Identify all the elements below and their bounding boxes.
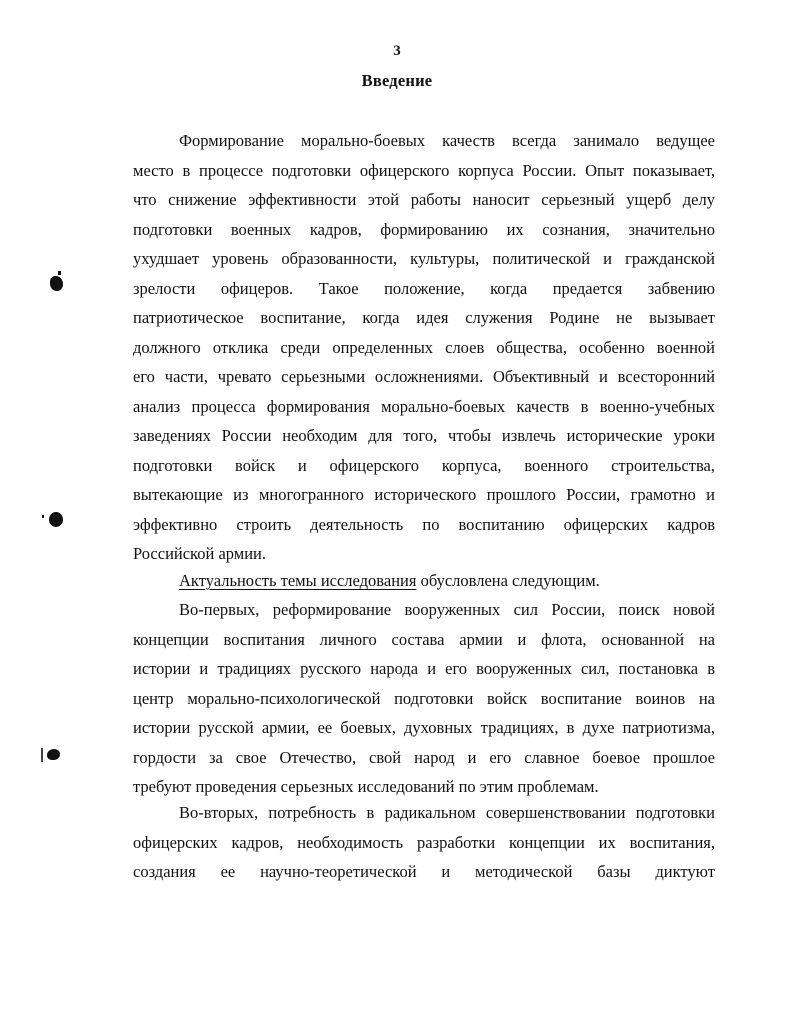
text-line: гордости за свое Отечество, свой народ и его славное боевое прошлое (133, 747, 715, 767)
section-heading: Введение (361, 71, 433, 90)
scan-speck (41, 748, 43, 762)
text-line: центр морально-психологической подготовки войск воспитание воинов на (133, 688, 715, 708)
text-line: место в процессе подготовки офицерского корпуса России. Опыт показывает, (133, 160, 715, 180)
text-line: должного отклика среди определенных слоев общества, особенно военной (133, 337, 715, 357)
paragraph-3 (133, 595, 715, 802)
scan-speck (58, 271, 61, 275)
relevance-rest: обусловлена следующим. (416, 571, 600, 590)
text-line: создания ее научно-теоретической и методической базы диктуют (133, 862, 715, 881)
scan-mark-top (50, 276, 63, 291)
text-line: подготовки войск и офицерского корпуса, военного строительства, (133, 455, 715, 475)
paragraph-1 (133, 126, 715, 569)
text-line: Формирование морально-боевых качеств всегда занимало ведущее (179, 131, 715, 150)
text-line: заведениях России необходим для того, чтобы извлечь исторические уроки (133, 426, 715, 445)
text-line: истории и традициях русского народа и его вооруженных сил, постановка в (133, 659, 715, 678)
text-line: что снижение эффективности этой работы наносит серьезный ущерб делу (133, 190, 715, 209)
text-line: патриотическое воспитание, когда идея служения Родине не вызывает (133, 308, 715, 327)
paragraph-4 (133, 798, 715, 887)
scan-mark-middle (49, 512, 63, 527)
text-line (133, 566, 715, 596)
text-line: подготовки военных кадров, формированию их сознания, значительно (133, 219, 715, 239)
text-line: Российской армии. (133, 544, 266, 563)
text-line: зрелости офицеров. Такое положение, когда предается забвению (133, 278, 715, 298)
text-line: концепции воспитания личного состава армии и флота, основанной на (133, 629, 715, 649)
text-line: ухудшает уровень образованности, культуры, политической и гражданской (133, 249, 715, 268)
page-number: 3 (393, 43, 401, 59)
scan-speck (42, 515, 44, 518)
relevance-term: Актуальность темы исследования (179, 571, 417, 590)
text-line: вытекающие из многогранного исторического прошлого России, грамотно и (133, 485, 715, 504)
text-line: офицерских кадров, необходимость разработки концепции их воспитания, (133, 832, 715, 852)
text-line: анализ процесса формирования морально-боевых качеств в военно-учебных (133, 396, 715, 416)
text-line: эффективно строить деятельность по воспитанию офицерских кадров (133, 514, 715, 534)
text-line: его части, чревато серьезными осложнениями. Объективный и всесторонний (133, 367, 715, 386)
text-line: требуют проведения серьезных исследований по этим проблемам. (133, 777, 599, 796)
text-line: Во-первых, реформирование вооруженных сил России, поиск новой (179, 600, 715, 619)
paragraph-2 (133, 566, 715, 596)
text-line: Во-вторых, потребность в радикальном совершенствовании подготовки (179, 803, 715, 822)
text-line: истории русской армии, ее боевых, духовных традициях, в духе патриотизма, (133, 718, 715, 737)
scan-mark-bottom (47, 749, 60, 760)
